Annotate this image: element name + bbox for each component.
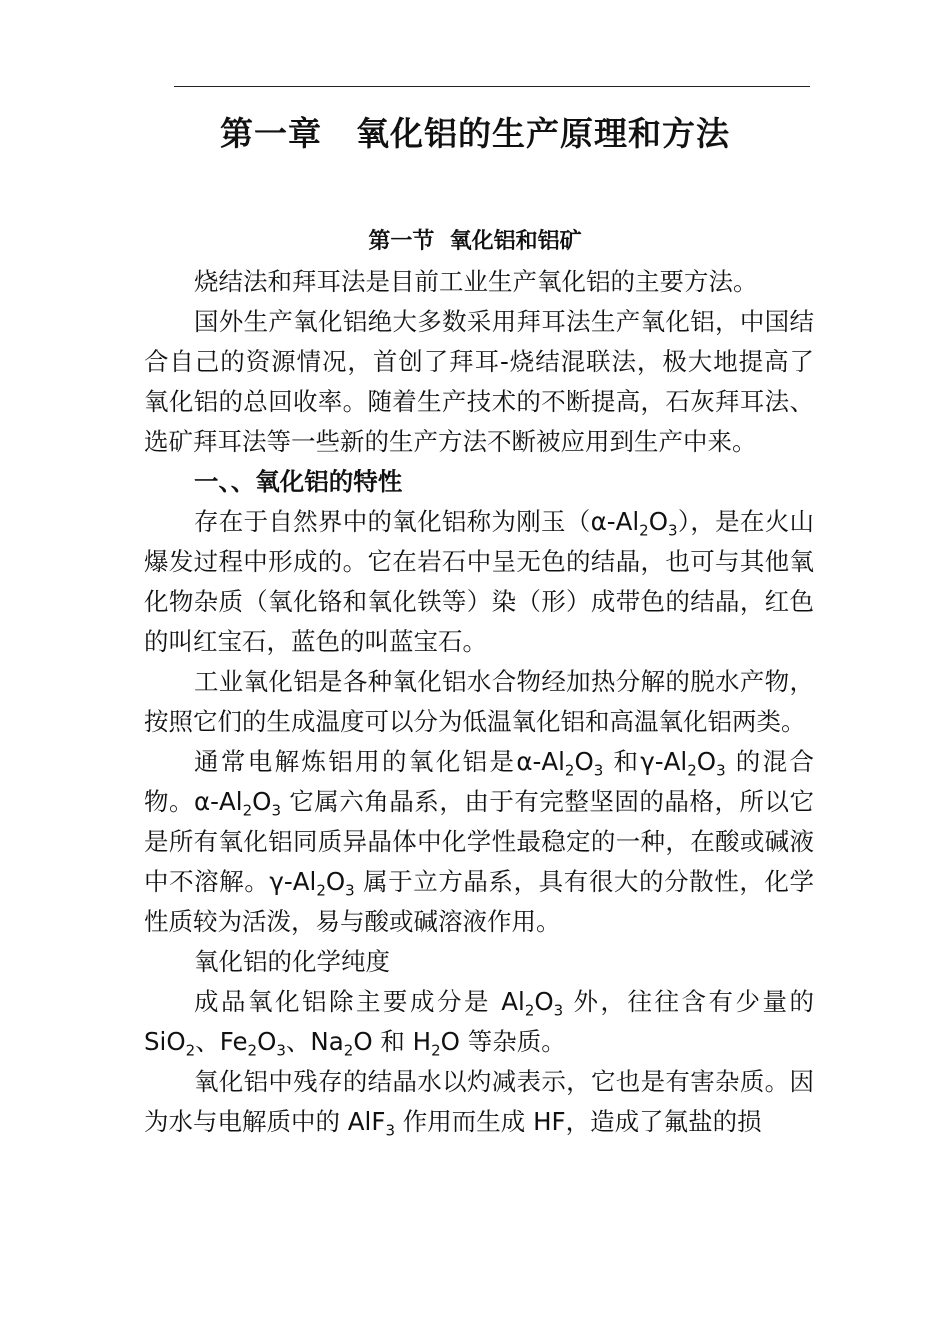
chapter-title: 第一章 氧化铝的生产原理和方法 (220, 114, 730, 153)
paragraph-1: 烧结法和拜耳法是目前工业生产氧化铝的主要方法。 (194, 267, 758, 296)
section-title: 第一节 氧化铝和铝矿 (368, 229, 582, 254)
paragraph-corundum: 存在于自然界中的氧化铝称为刚玉$(\alpha-Al_2O_3)$，是在火山爆发过程中形成的。它在岩石中呈无色的结晶，也可与其他氧化物杂质（氧化铬和氧化铁等）染（形）成带色的结晶，红色的叫红宝石，蓝色的叫蓝宝石。 (144, 507, 814, 656)
paragraph-impurities: 成品氧化铝除主要成分是 $Al_2O_3$ 外，往往含有少量的 SiO$_2$、$Fe_2O_3$、$Na_2O$ 和 $H_2O$ 等杂质。 (144, 987, 814, 1060)
header-rule (174, 86, 810, 87)
subheading-properties: 一、、氧化铝的特性 (194, 467, 403, 496)
paragraph-2: 国外生产氧化铝绝大多数采用拜耳法生产氧化铝，中国结合自己的资源情况，首创了拜耳-烧结混联法，极大地提高了氧化铝的总回收率。随着生产技术的不断提高，石灰拜耳法、选矿拜耳法等一些新的生产方法不断被应用到生产中来。 (144, 307, 814, 456)
paragraph-industrial-alumina: 工业氧化铝是各种氧化铝水合物经加热分解的脱水产物，按照它们的生成温度可以分为低温氧化铝和高温氧化铝两类。 (144, 667, 814, 736)
paragraph-crystal-water: 氧化铝中残存的结晶水以灼减表示，它也是有害杂质。因为水与电解质中的 AlF$_3$ 作用而生成 HF，造成了氟盐的损 (144, 1067, 814, 1140)
paragraph-alpha-gamma: 通常电解炼铝用的氧化铝是$\alpha-Al_2O_3$ 和$\gamma-Al_2O_3$ 的混合物。$\alpha-Al_2O_3$ 它属六角晶系，由于有完整坚固的晶格，所以它是所有氧化铝同质异晶体中化学性最稳定的一种，在酸或碱液中不溶解。$\gamma-Al_2O_3$ 属于立方晶系，具有很大的分散性，化学性质较为活泼，易与酸或碱溶液作用。 (144, 747, 814, 936)
document-body (144, 262, 814, 1142)
paragraph-purity-label: 氧化铝的化学纯度 (194, 947, 390, 976)
